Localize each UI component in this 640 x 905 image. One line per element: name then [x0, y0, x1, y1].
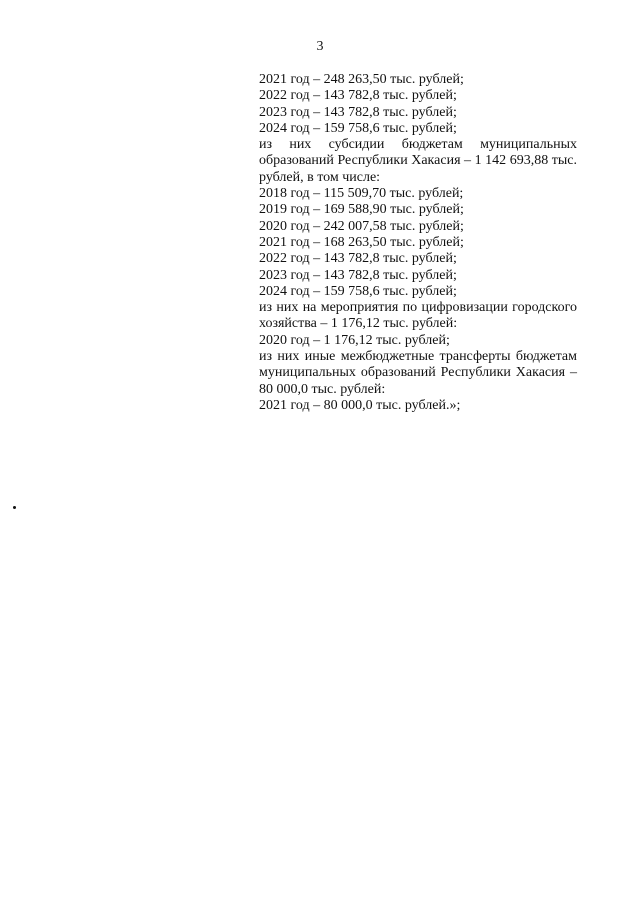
- digitalization-line-2020: 2020 год – 1 176,12 тыс. рублей;: [259, 332, 450, 348]
- subsidies-line-2019: 2019 год – 169 588,90 тыс. рублей;: [259, 202, 464, 218]
- subsidies-line-2024: 2024 год – 159 758,6 тыс. рублей;: [259, 283, 457, 299]
- digitalization-paragraph: из них на мероприятия по цифровизации городского хозяйства – 1 176,12 тыс. рублей:: [259, 300, 577, 332]
- subsidies-paragraph: из них субсидии бюджетам муниципальных образований Республики Хакасия – 1 142 693,88 тыс. рублей, в том числе:: [259, 137, 577, 185]
- stray-mark: [13, 506, 16, 509]
- subsidies-line-2022: 2022 год – 143 782,8 тыс. рублей;: [259, 251, 457, 267]
- document-body: [259, 72, 577, 414]
- year-line-2021: 2021 год – 248 263,50 тыс. рублей;: [259, 72, 464, 87]
- page-number: 3: [316, 39, 324, 54]
- year-line-2024: 2024 год – 159 758,6 тыс. рублей;: [259, 120, 457, 136]
- subsidies-line-2020: 2020 год – 242 007,58 тыс. рублей;: [259, 218, 464, 234]
- subsidies-line-2021: 2021 год – 168 263,50 тыс. рублей;: [259, 234, 464, 250]
- transfers-line-2021: 2021 год – 80 000,0 тыс. рублей.»;: [259, 397, 461, 413]
- subsidies-line-2018: 2018 год – 115 509,70 тыс. рублей;: [259, 186, 464, 202]
- subsidies-line-2023: 2023 год – 143 782,8 тыс. рублей;: [259, 267, 457, 283]
- year-line-2022: 2022 год – 143 782,8 тыс. рублей;: [259, 88, 457, 104]
- year-line-2023: 2023 год – 143 782,8 тыс. рублей;: [259, 104, 457, 120]
- transfers-paragraph: из них иные межбюджетные трансферты бюджетам муниципальных образований Республики Хакасия – 80 000,0 тыс. рублей:: [259, 349, 577, 397]
